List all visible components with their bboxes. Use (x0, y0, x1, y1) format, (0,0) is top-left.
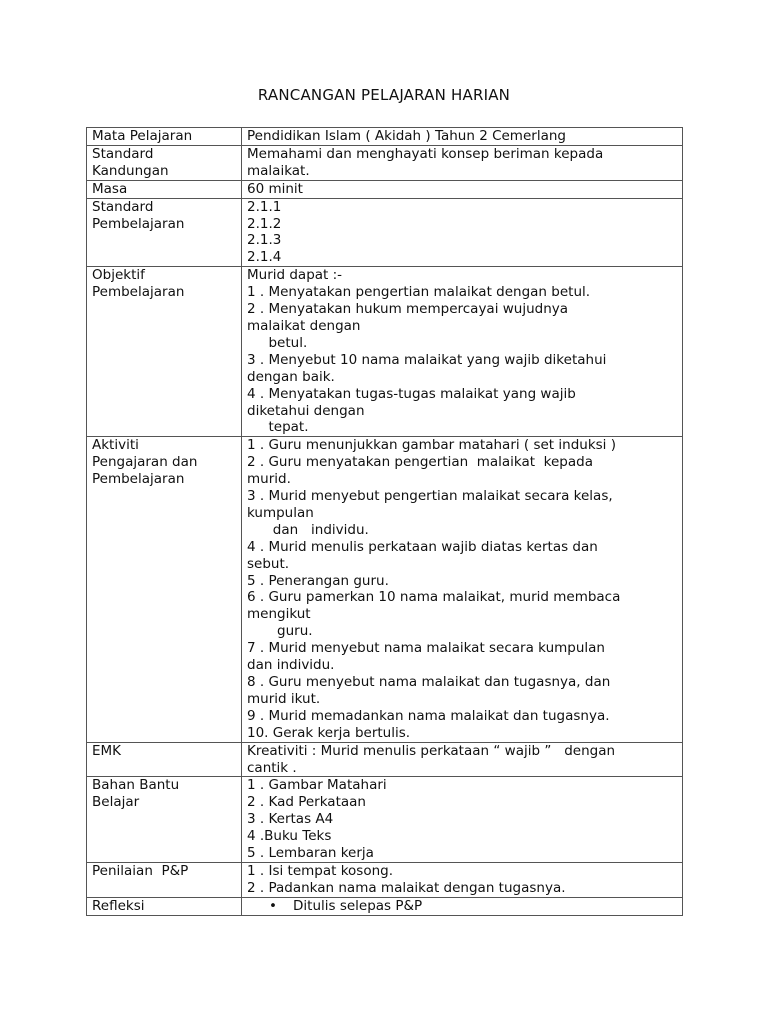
content-line: sebut. (247, 555, 290, 572)
content-line: 4 . Menyatakan tugas-tugas malaikat yang wajib (247, 385, 576, 402)
label-cell (87, 180, 242, 198)
content-line: 1 . Menyatakan pengertian malaikat dengan betul. (247, 284, 591, 301)
content-line: mengikut (247, 606, 311, 623)
content-line: murid ikut. (247, 690, 321, 707)
label-cell (87, 145, 242, 180)
row-label: Penilaian P&P (92, 862, 189, 879)
lesson-plan-table (86, 127, 683, 916)
content-line: 6 . Guru pamerkan 10 nama malaikat, murid membaca (247, 589, 621, 606)
content-line: Kreativiti : Murid menulis perkataan “ wajib ” dengan (247, 742, 616, 759)
row-label: Objektif (92, 267, 145, 284)
content-cell (242, 862, 683, 897)
content-line: 9 . Murid memadankan nama malaikat dan tugasnya. (247, 707, 610, 724)
content-line: dengan baik. (247, 368, 335, 385)
content-line: cantik . (247, 759, 297, 776)
content-line: 1 . Guru menunjukkan gambar matahari ( set induksi ) (247, 437, 616, 454)
content-line: 5 . Penerangan guru. (247, 572, 389, 589)
content-line: 7 . Murid menyebut nama malaikat secara kumpulan (247, 640, 605, 657)
row-masa (87, 180, 683, 198)
label-cell (87, 267, 242, 437)
content-line: Pendidikan Islam ( Akidah ) Tahun 2 Cemerlang (247, 128, 566, 144)
content-line: guru. (247, 623, 313, 640)
content-line: kumpulan (247, 504, 314, 521)
row-standard-kandungan (87, 145, 683, 180)
content-line: 10. Gerak kerja bertulis. (247, 724, 411, 741)
content-cell (242, 897, 683, 915)
row-bahan-bantu (87, 777, 683, 863)
label-cell (87, 862, 242, 897)
row-label: Standard (92, 198, 154, 215)
row-penilaian (87, 862, 683, 897)
content-cell (242, 128, 683, 146)
bullet-text: Ditulis selepas P&P (293, 897, 423, 914)
content-line: 1 . Gambar Matahari (247, 777, 387, 794)
content-line: 1 . Isi tempat kosong. (247, 862, 394, 879)
content-line: 3 . Menyebut 10 nama malaikat yang wajib diketahui (247, 351, 607, 368)
row-label: Pengajaran dan (92, 454, 198, 471)
content-line: 2 . Kad Perkataan (247, 794, 366, 811)
bullet-item (247, 898, 680, 915)
content-cell (242, 437, 683, 742)
content-cell (242, 180, 683, 198)
row-label: Pembelajaran (92, 471, 185, 488)
row-objektif (87, 267, 683, 437)
content-line: murid. (247, 471, 291, 488)
content-line: Memahami dan menghayati konsep beriman kepada (247, 145, 604, 162)
row-mata-pelajaran (87, 128, 683, 146)
content-line: dan individu. (247, 657, 335, 674)
row-label: Mata Pelajaran (92, 128, 193, 144)
content-line: 60 minit (247, 180, 303, 197)
content-cell (242, 742, 683, 777)
row-label: Kandungan (92, 162, 169, 179)
row-aktiviti (87, 437, 683, 742)
content-line: 2.1.2 (247, 215, 282, 232)
label-cell (87, 742, 242, 777)
content-line: malaikat. (247, 162, 310, 179)
content-line: dan individu. (247, 521, 369, 538)
content-line: 8 . Guru menyebut nama malaikat dan tugasnya, dan (247, 674, 611, 690)
content-line: 2 . Padankan nama malaikat dengan tugasnya. (247, 879, 566, 896)
content-line: 2 . Menyatakan hukum mempercayai wujudnya (247, 301, 569, 318)
row-label: EMK (92, 742, 122, 759)
bullet-icon: • (269, 897, 277, 914)
row-label: Bahan Bantu (92, 777, 180, 794)
label-cell (87, 198, 242, 267)
content-line: 2.1.3 (247, 232, 282, 249)
row-label: Masa (92, 180, 128, 197)
row-refleksi (87, 897, 683, 915)
row-label: Refleksi (92, 897, 145, 914)
content-cell (242, 267, 683, 437)
content-cell (242, 145, 683, 180)
content-line: betul. (247, 334, 308, 351)
content-cell (242, 777, 683, 863)
content-line: 2.1.4 (247, 249, 282, 266)
page-title: RANCANGAN PELAJARAN HARIAN (257, 86, 511, 104)
content-line: 2 . Guru menyatakan pengertian malaikat kepada (247, 454, 593, 471)
label-cell (87, 437, 242, 742)
row-label: Standard (92, 145, 154, 162)
label-cell (87, 777, 242, 863)
row-standard-pembelajaran (87, 198, 683, 267)
row-label: Pembelajaran (92, 284, 185, 301)
content-line: 3 . Murid menyebut pengertian malaikat secara kelas, (247, 488, 613, 505)
content-line: Murid dapat :- (247, 267, 343, 284)
content-line: 4 .Buku Teks (247, 828, 332, 845)
label-cell (87, 897, 242, 915)
content-line: 2.1.1 (247, 198, 282, 215)
row-label: Pembelajaran (92, 215, 185, 232)
content-line: tepat. (247, 419, 309, 436)
row-emk (87, 742, 683, 777)
content-line: malaikat dengan (247, 317, 361, 334)
label-cell (87, 128, 242, 146)
content-line: diketahui dengan (247, 402, 365, 419)
content-line: 5 . Lembaran kerja (247, 845, 374, 862)
row-label: Belajar (92, 794, 140, 811)
content-line: 3 . Kertas A4 (247, 811, 334, 828)
row-label: Aktiviti (92, 437, 139, 454)
content-cell (242, 198, 683, 267)
content-line: 4 . Murid menulis perkataan wajib diatas kertas dan (247, 538, 598, 555)
